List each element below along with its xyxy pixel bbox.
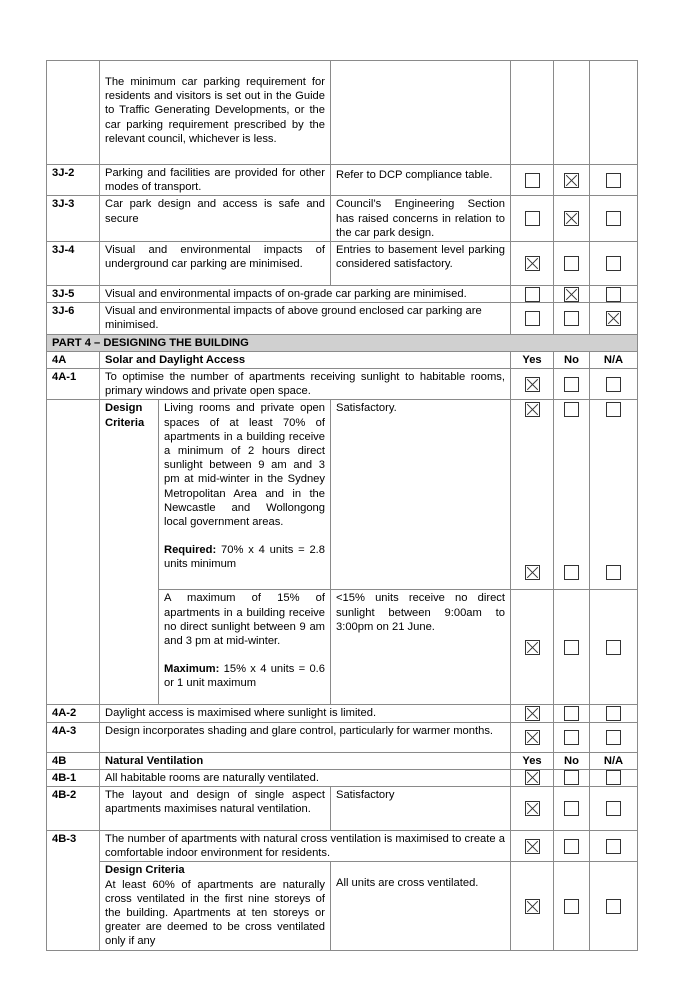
row-id: 3J-3 — [47, 196, 100, 242]
section-id: 4B — [47, 752, 100, 769]
requirement-text: The number of apartments with natural cross ventilation is maximised to create a comfortable indoor environment for residents. — [100, 831, 511, 862]
na-checkbox[interactable] — [606, 377, 621, 392]
maximum-value: 15% x 4 units = 0.6 or 1 unit maximum — [164, 663, 326, 690]
design-criteria-label: Design Criteria — [100, 400, 159, 705]
yes-checkbox[interactable] — [525, 173, 540, 188]
table-row — [47, 862, 638, 950]
design-criteria-label: Design Criteria — [105, 864, 185, 877]
table-row — [47, 769, 638, 786]
comment-text: Council’s Engineering Section has raised concerns in relation to the car park design. — [331, 196, 511, 242]
na-checkbox-required[interactable] — [606, 565, 621, 580]
na-checkbox[interactable] — [606, 801, 621, 816]
no-checkbox[interactable] — [564, 640, 579, 655]
na-checkbox[interactable] — [606, 899, 621, 914]
section-heading-row — [47, 351, 638, 368]
col-na: N/A — [590, 752, 638, 769]
table-row — [47, 286, 638, 303]
na-checkbox[interactable] — [606, 287, 621, 302]
comment-text: Entries to basement level parking considered satisfactory. — [331, 242, 511, 286]
col-na: N/A — [590, 351, 638, 368]
requirement-text: The layout and design of single aspect apartments maximises natural ventilation. — [100, 787, 331, 831]
no-checkbox[interactable] — [564, 311, 579, 326]
requirement-text: Design incorporates shading and glare control, particularly for warmer months. — [100, 722, 511, 752]
requirement-text: To optimise the number of apartments receiving sunlight to habitable rooms, primary windows and private open space. — [100, 369, 511, 400]
table-row — [47, 369, 638, 400]
yes-checkbox[interactable] — [525, 256, 540, 271]
na-checkbox[interactable] — [606, 256, 621, 271]
table-row — [47, 705, 638, 722]
na-checkbox[interactable] — [606, 311, 621, 326]
criteria-text — [159, 400, 331, 590]
requirement-text: Parking and facilities are provided for other modes of transport. — [100, 165, 331, 196]
na-checkbox[interactable] — [606, 211, 621, 226]
no-checkbox[interactable] — [564, 256, 579, 271]
no-checkbox[interactable] — [564, 173, 579, 188]
table-row — [47, 61, 638, 165]
row-id: 3J-6 — [47, 303, 100, 334]
na-checkbox[interactable] — [606, 706, 621, 721]
criteria-text — [159, 590, 331, 705]
row-id: 4B-3 — [47, 831, 100, 951]
no-checkbox[interactable] — [564, 730, 579, 745]
no-checkbox[interactable] — [564, 801, 579, 816]
row-id: 4B-1 — [47, 769, 100, 786]
comment-text: Refer to DCP compliance table. — [331, 165, 511, 196]
comment-text: Satisfactory. — [331, 400, 511, 590]
no-checkbox-required[interactable] — [564, 565, 579, 580]
na-checkbox[interactable] — [606, 640, 621, 655]
yes-checkbox[interactable] — [525, 311, 540, 326]
no-checkbox[interactable] — [564, 402, 579, 417]
table-row — [47, 165, 638, 196]
table-row — [47, 303, 638, 334]
row-id: 3J-5 — [47, 286, 100, 303]
requirement-text: Visual and environmental impacts of above ground enclosed car parking are minimised. — [100, 303, 511, 334]
yes-checkbox[interactable] — [525, 377, 540, 392]
yes-checkbox[interactable] — [525, 402, 540, 417]
yes-checkbox[interactable] — [525, 899, 540, 914]
comment-text: Satisfactory — [331, 787, 511, 831]
required-value: 70% x 4 units = 2.8 units minimum — [164, 544, 325, 571]
no-checkbox[interactable] — [564, 770, 579, 785]
maximum-label: Maximum: — [164, 663, 220, 676]
yes-checkbox[interactable] — [525, 801, 540, 816]
table-row — [47, 400, 638, 590]
comment-text: All units are cross ventilated. — [331, 862, 511, 950]
col-no: No — [554, 752, 590, 769]
section-heading-row — [47, 752, 638, 769]
row-id: 4A-3 — [47, 722, 100, 752]
part-heading-row — [47, 334, 638, 351]
no-checkbox[interactable] — [564, 377, 579, 392]
requirement-text: Visual and environmental impacts of underground car parking are minimised. — [100, 242, 331, 286]
part-heading: PART 4 – DESIGNING THE BUILDING — [47, 334, 638, 351]
no-checkbox[interactable] — [564, 839, 579, 854]
yes-checkbox[interactable] — [525, 706, 540, 721]
na-checkbox[interactable] — [606, 730, 621, 745]
yes-checkbox[interactable] — [525, 287, 540, 302]
no-checkbox[interactable] — [564, 287, 579, 302]
na-checkbox[interactable] — [606, 770, 621, 785]
comment-text: <15% units receive no direct sunlight between 9:00am to 3:00pm on 21 June. — [331, 590, 511, 705]
yes-checkbox[interactable] — [525, 730, 540, 745]
yes-checkbox[interactable] — [525, 839, 540, 854]
criteria-body: At least 60% of apartments are naturally cross ventilated in the first nine storeys of the building. Apartments at ten storeys or greater are deemed to be cross ventilated only if any — [105, 878, 325, 948]
requirement-text: All habitable rooms are naturally ventilated. — [100, 769, 511, 786]
criteria-body: A maximum of 15% of apartments in a building receive no direct sunlight between 9 am and 3 pm at mid-winter. — [164, 592, 325, 648]
section-title: Natural Ventilation — [100, 752, 511, 769]
section-title: Solar and Daylight Access — [100, 351, 511, 368]
requirement-text: Daylight access is maximised where sunlight is limited. — [100, 705, 511, 722]
yes-checkbox[interactable] — [525, 211, 540, 226]
maximum-line — [164, 662, 325, 690]
no-checkbox[interactable] — [564, 899, 579, 914]
table-row — [47, 196, 638, 242]
col-yes: Yes — [511, 752, 554, 769]
col-no: No — [554, 351, 590, 368]
yes-checkbox[interactable] — [525, 770, 540, 785]
section-id: 4A — [47, 351, 100, 368]
col-yes: Yes — [511, 351, 554, 368]
row-id: 4B-2 — [47, 787, 100, 831]
yes-checkbox-required[interactable] — [525, 565, 540, 580]
row-id: 3J-2 — [47, 165, 100, 196]
na-checkbox[interactable] — [606, 839, 621, 854]
yes-checkbox[interactable] — [525, 640, 540, 655]
no-checkbox[interactable] — [564, 211, 579, 226]
requirement-text: Car park design and access is safe and secure — [100, 196, 331, 242]
na-checkbox[interactable] — [606, 173, 621, 188]
table-row — [47, 242, 638, 286]
requirement-text: The minimum car parking requirement for residents and visitors is set out in the Guide to Traffic Generating Developments, or the car parking requirement prescribed by the relevant council, whichever is less. — [100, 61, 331, 165]
row-id: 3J-4 — [47, 242, 100, 286]
row-id: 4A-2 — [47, 705, 100, 722]
table-row — [47, 787, 638, 831]
table-row — [47, 722, 638, 752]
no-checkbox[interactable] — [564, 706, 579, 721]
criteria-text — [100, 862, 331, 950]
required-line — [164, 543, 325, 571]
required-label: Required: — [164, 544, 217, 557]
table-row — [47, 831, 638, 862]
requirement-text: Visual and environmental impacts of on-grade car parking are minimised. — [100, 286, 511, 303]
compliance-table — [46, 60, 638, 951]
row-id: 4A-1 — [47, 369, 100, 400]
criteria-body: Living rooms and private open spaces of at least 70% of apartments in a building receive a minimum of 2 hours direct sunlight between 9 am and 3 pm at mid-winter in the Sydney Metropolitan Area and in the Newcastle and Wollongong local government areas. — [164, 402, 325, 529]
na-checkbox[interactable] — [606, 402, 621, 417]
